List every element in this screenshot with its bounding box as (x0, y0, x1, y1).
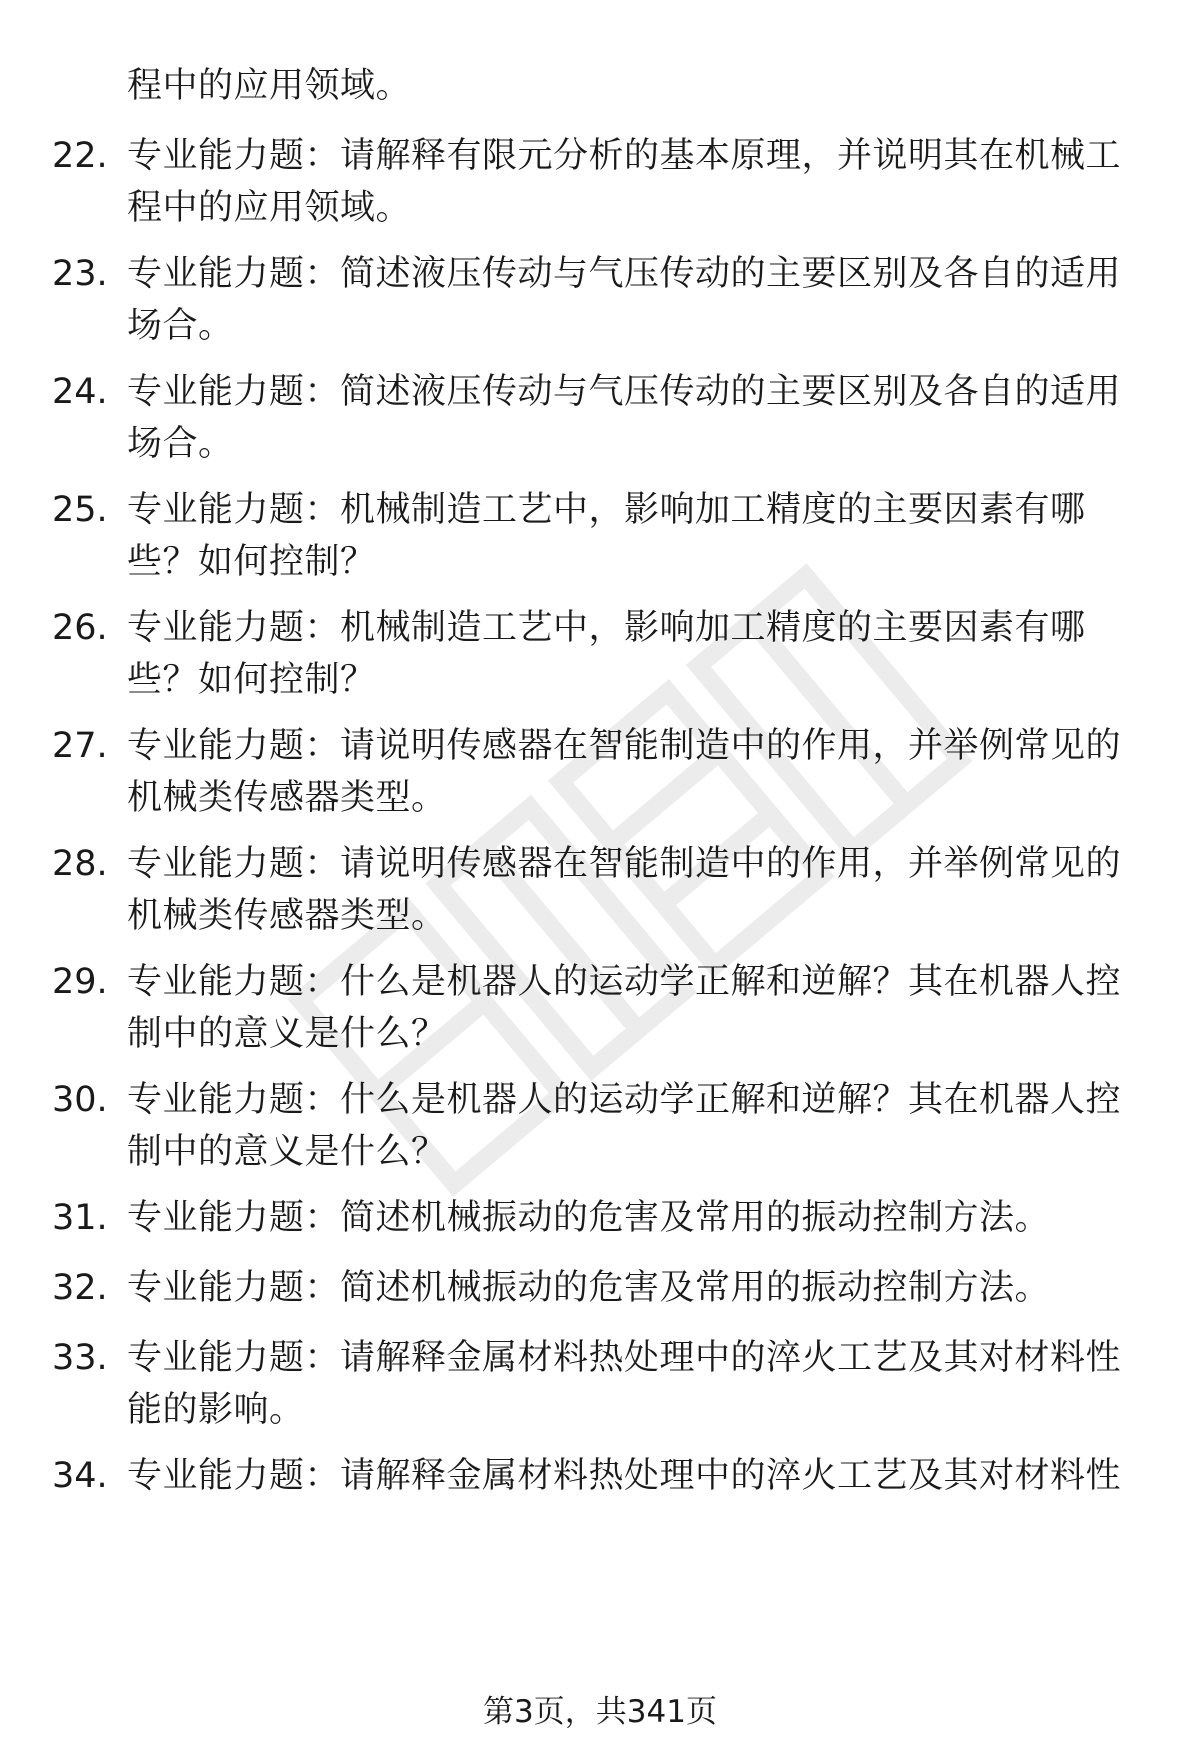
question-text: 专业能力题：什么是机器人的运动学正解和逆解？其在机器人控制中的意义是什么？ (127, 1080, 1122, 1172)
question-number: 34. (52, 1456, 108, 1496)
question-text: 专业能力题：简述机械振动的危害及常用的振动控制方法。 (127, 1268, 1051, 1308)
page-footer: 第3页，共341页 (483, 1694, 717, 1730)
question-number: 23. (52, 254, 108, 294)
question-text: 专业能力题：请说明传感器在智能制造中的作用，并举例常见的机械类传感器类型。 (127, 726, 1122, 818)
question-text: 专业能力题：机械制造工艺中，影响加工精度的主要因素有哪些？如何控制？ (127, 490, 1086, 582)
question-text: 专业能力题：请解释金属材料热处理中的淬火工艺及其对材料性 (127, 1456, 1122, 1496)
question-number: 22. (52, 136, 108, 176)
question-text: 专业能力题：简述液压传动与气压传动的主要区别及各自的适用场合。 (127, 372, 1122, 464)
continuation-text: 程中的应用领域。 (127, 66, 412, 106)
question-text: 专业能力题：机械制造工艺中，影响加工精度的主要因素有哪些？如何控制？ (127, 608, 1086, 700)
question-text: 专业能力题：请说明传感器在智能制造中的作用，并举例常见的机械类传感器类型。 (127, 844, 1122, 936)
question-text: 专业能力题：什么是机器人的运动学正解和逆解？其在机器人控制中的意义是什么？ (127, 962, 1122, 1054)
question-number: 26. (52, 608, 108, 648)
question-number: 32. (52, 1268, 108, 1308)
question-number: 28. (52, 844, 108, 884)
question-text: 专业能力题：请解释金属材料热处理中的淬火工艺及其对材料性能的影响。 (127, 1338, 1122, 1430)
question-number: 31. (52, 1198, 108, 1238)
question-number: 29. (52, 962, 108, 1002)
question-text: 专业能力题：简述机械振动的危害及常用的振动控制方法。 (127, 1198, 1051, 1238)
question-number: 33. (52, 1338, 108, 1378)
question-number: 25. (52, 490, 108, 530)
question-number: 24. (52, 372, 108, 412)
question-number: 27. (52, 726, 108, 766)
question-text: 专业能力题：简述液压传动与气压传动的主要区别及各自的适用场合。 (127, 254, 1122, 346)
question-text: 专业能力题：请解释有限元分析的基本原理，并说明其在机械工程中的应用领域。 (127, 136, 1122, 228)
question-number: 30. (52, 1080, 108, 1120)
